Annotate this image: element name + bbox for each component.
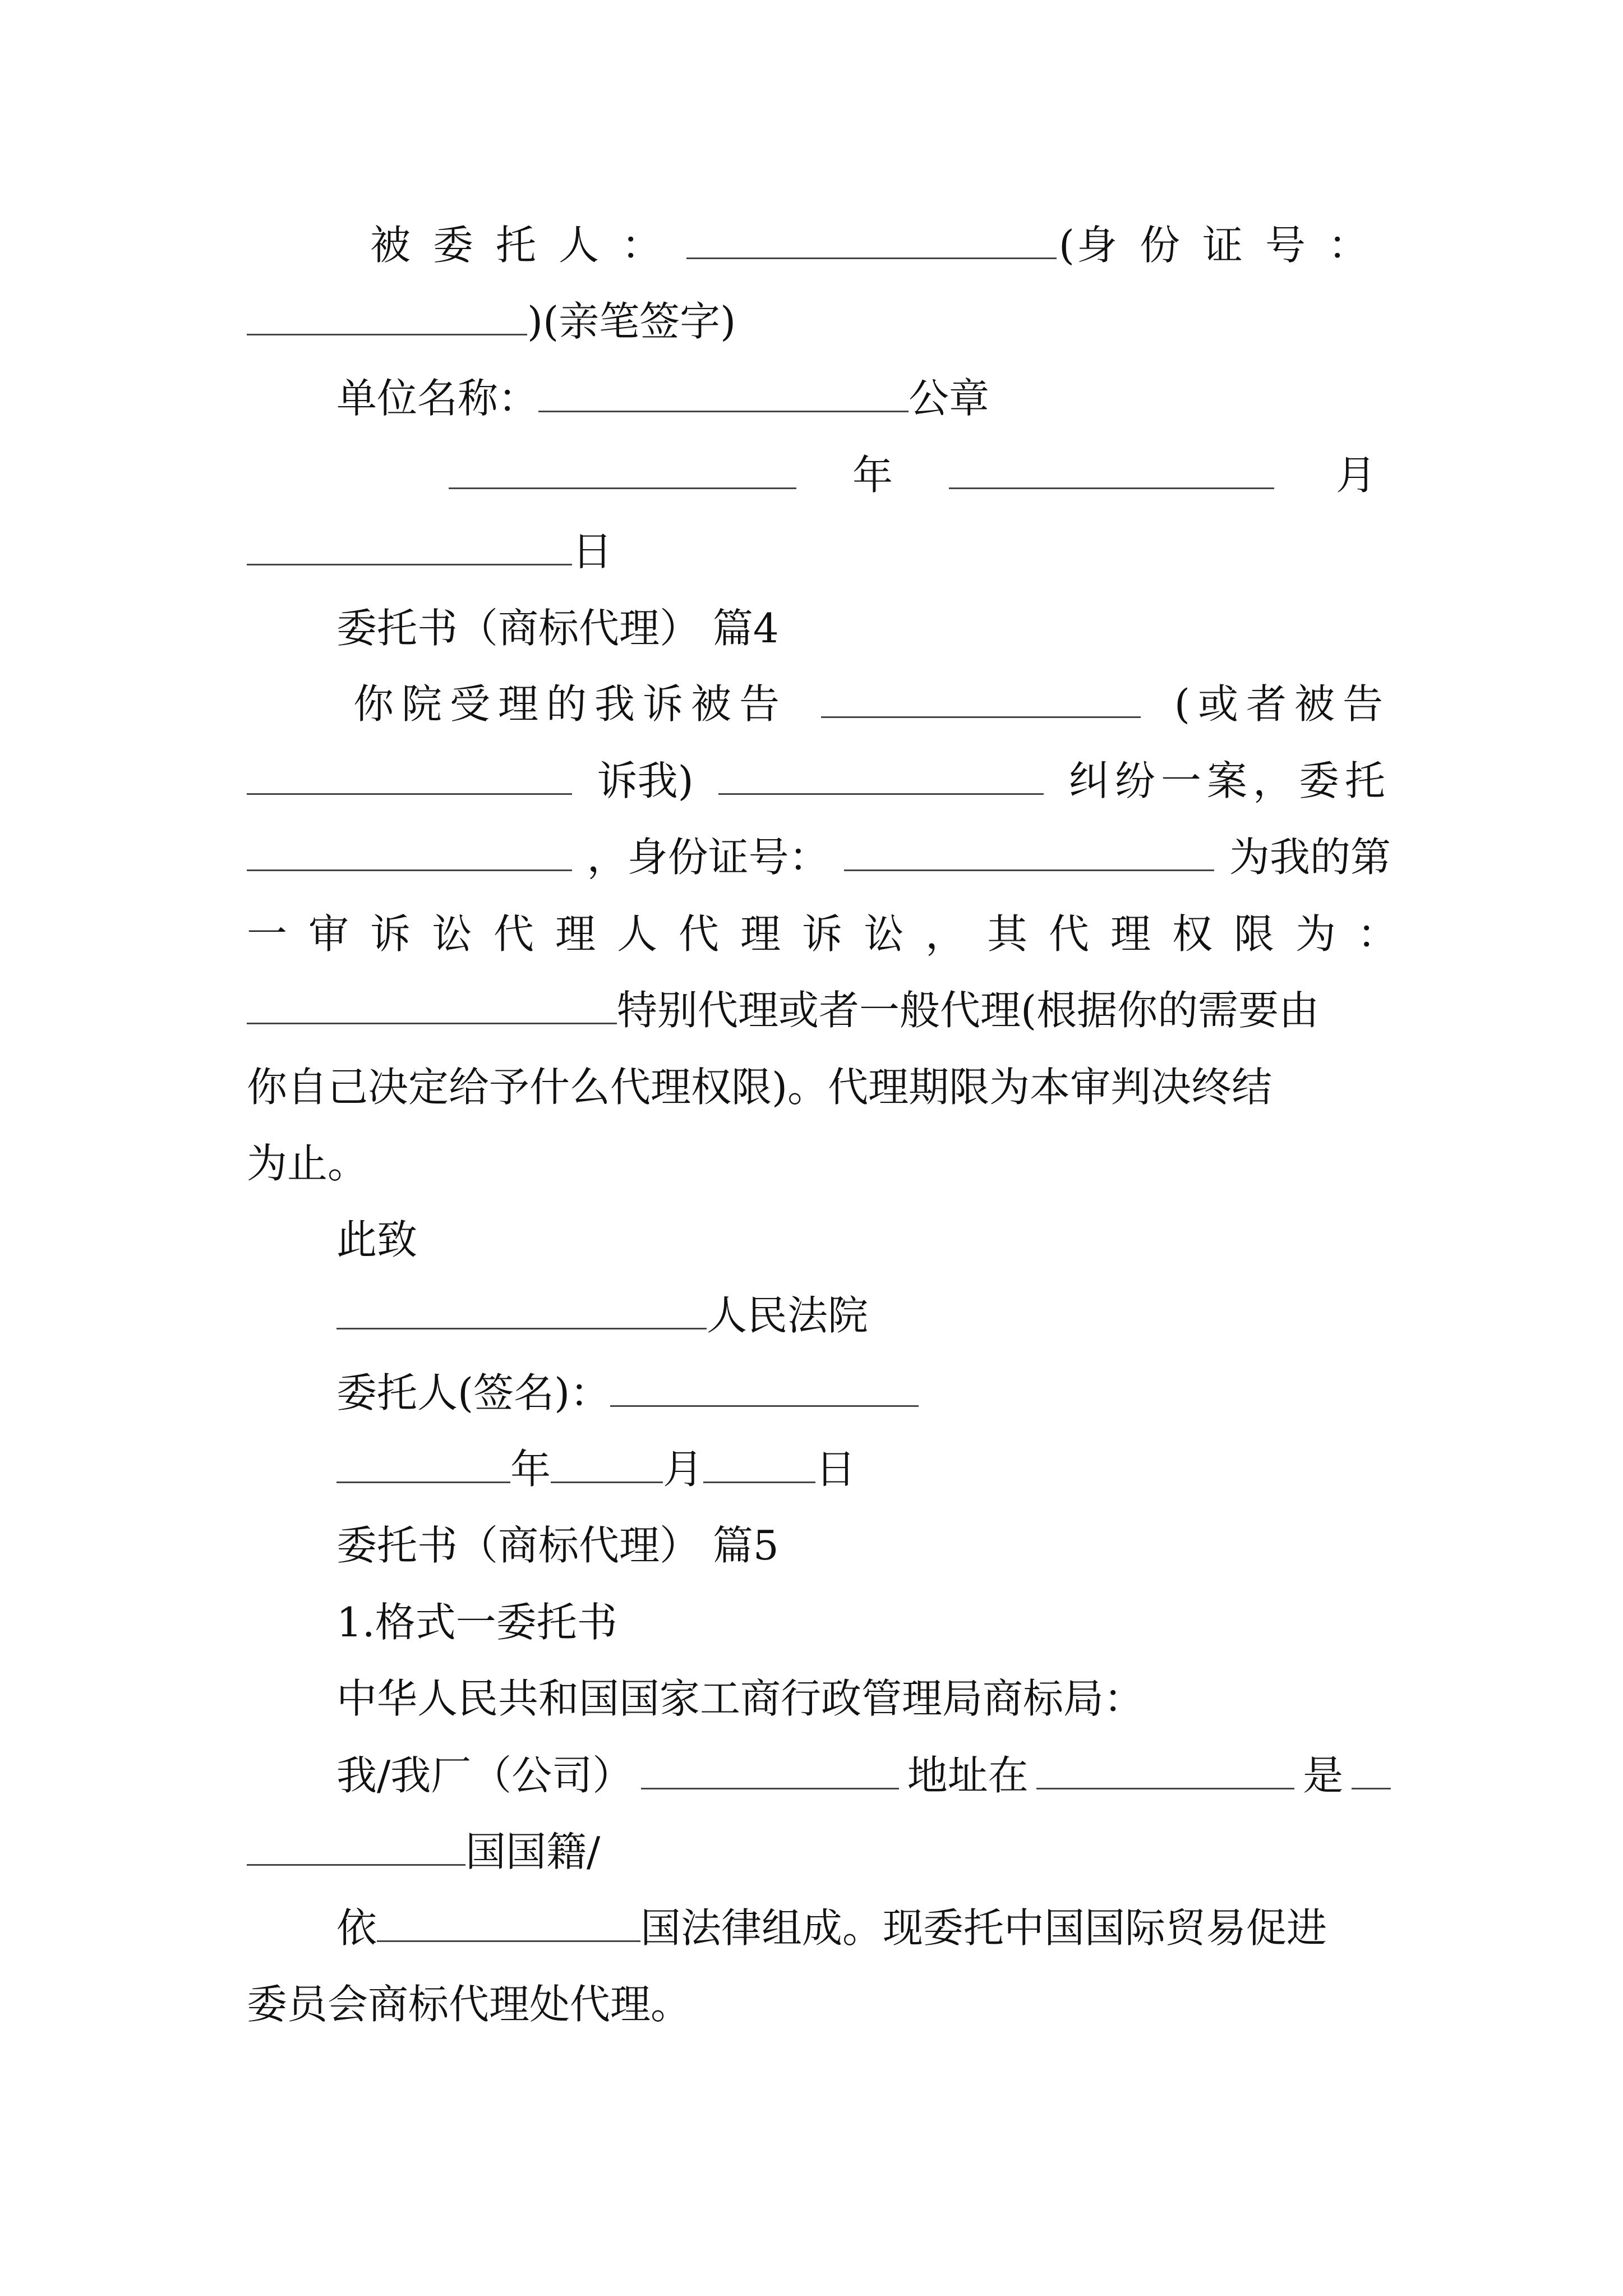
p5-text-a: 我/我厂（公司） [336, 1752, 633, 1799]
addressee-line [336, 1668, 1391, 1729]
format-one-title: 1.格式一委托书 [336, 1599, 617, 1646]
defendant-blank[interactable] [821, 677, 1141, 718]
signer-label: 委托人(签名)： [336, 1369, 611, 1416]
date-line-1 [449, 444, 1391, 506]
section-heading-5-text: 委托书（商标代理） 篇5 [336, 1522, 779, 1569]
id-number-label: 身份证号： [1076, 222, 1391, 269]
year-blank-1[interactable] [449, 448, 796, 489]
open-paren: ( [1058, 222, 1075, 269]
day-label-1: 日 [572, 528, 613, 575]
p4-line-e [247, 979, 1391, 1041]
p4-line-f [247, 1056, 1391, 1118]
dispute-blank[interactable] [718, 754, 1044, 795]
id-signature-line [247, 291, 1391, 352]
p5-text-e: 依 [336, 1904, 377, 1952]
address-blank[interactable] [1036, 1749, 1294, 1789]
salutation-line [336, 1209, 1391, 1271]
p4-text-i: 你自己决定给予什么代理权限)。代理期限为本审判决终结 [247, 1064, 1272, 1111]
court-blank[interactable] [336, 1289, 707, 1329]
month-label-2: 月 [663, 1446, 704, 1493]
p5-text-b: 地址在 [907, 1752, 1029, 1799]
p4-line-g [247, 1133, 1391, 1194]
court-label: 人民法院 [707, 1292, 869, 1339]
signer-blank[interactable] [610, 1366, 919, 1407]
p4-line-b [247, 750, 1391, 812]
date-line-2 [336, 1438, 1391, 1500]
official-seal-label: 公章 [909, 375, 990, 422]
p4-text-j: 为止。 [247, 1140, 368, 1187]
day-blank-2[interactable] [703, 1442, 815, 1483]
p5-text-c: 是 [1303, 1752, 1344, 1799]
p5-line-d [247, 1973, 1391, 2035]
p4-text-g: 一审诉讼代理人代理诉讼，其代理权限为： [247, 910, 1419, 958]
agent-id-blank[interactable] [844, 830, 1214, 871]
p5-line-b [247, 1821, 1391, 1883]
day-blank-1[interactable] [247, 524, 572, 565]
year-label-2: 年 [510, 1446, 551, 1493]
p5-text-f: 国法律组成。现委托中国国际贸易促进 [640, 1904, 1327, 1952]
salutation: 此致 [336, 1216, 418, 1263]
signature-note: )(亲笔签字) [527, 298, 736, 345]
nationality-blank[interactable] [247, 1825, 465, 1866]
defendant-alt-blank[interactable] [247, 754, 572, 795]
p4-text-c: 诉我) [597, 757, 694, 804]
section-heading-4-text: 委托书（商标代理） 篇4 [336, 605, 779, 652]
month-blank-2[interactable] [551, 1442, 663, 1483]
year-blank-2[interactable] [336, 1442, 510, 1483]
entrusted-person-label: 被委托人： [370, 222, 685, 269]
court-line [336, 1285, 1391, 1346]
law-country-blank[interactable] [377, 1901, 640, 1942]
day-line-1 [247, 521, 1391, 582]
p4-line-a [353, 673, 1391, 735]
id-number-blank[interactable] [247, 295, 527, 335]
year-label-1: 年 [852, 452, 893, 499]
p4-text-a: 你院受理的我诉被告 [353, 680, 788, 728]
nationality-blank-start[interactable] [1352, 1749, 1391, 1789]
section-heading-4 [336, 597, 1391, 659]
entrusted-person-blank[interactable] [686, 218, 1057, 259]
p4-line-d [247, 903, 1419, 965]
p5-line-a [336, 1745, 1391, 1806]
p5-text-d: 国国籍/ [465, 1828, 601, 1875]
p4-text-h: 特别代理或者一般代理(根据你的需要由 [617, 987, 1320, 1034]
p4-text-d: 纠纷一案，委托 [1068, 757, 1391, 804]
agent-name-blank[interactable] [247, 830, 572, 871]
p5-line-c [336, 1897, 1391, 1959]
unit-name-blank[interactable] [538, 371, 909, 412]
p4-text-f: 为我的第 [1229, 834, 1391, 881]
day-label-2: 日 [815, 1446, 856, 1493]
p4-text-b: (或者被告 [1174, 680, 1391, 728]
month-blank-1[interactable] [949, 448, 1274, 489]
unit-name-line [336, 367, 1391, 429]
authority-blank[interactable] [247, 983, 617, 1024]
company-blank[interactable] [641, 1749, 899, 1789]
unit-name-label: 单位名称： [336, 375, 539, 422]
section-heading-5 [336, 1515, 1391, 1576]
month-label-1: 月 [1336, 452, 1377, 499]
p4-text-e: ，身份证号： [587, 834, 829, 881]
p5-text-g: 委员会商标代理处代理。 [247, 1981, 691, 2028]
p4-line-c [247, 826, 1391, 888]
signer-line [336, 1362, 1391, 1424]
format-one-line [336, 1591, 1391, 1653]
principal-line [370, 214, 1391, 276]
addressee: 中华人民共和国国家工商行政管理局商标局： [336, 1675, 1145, 1722]
